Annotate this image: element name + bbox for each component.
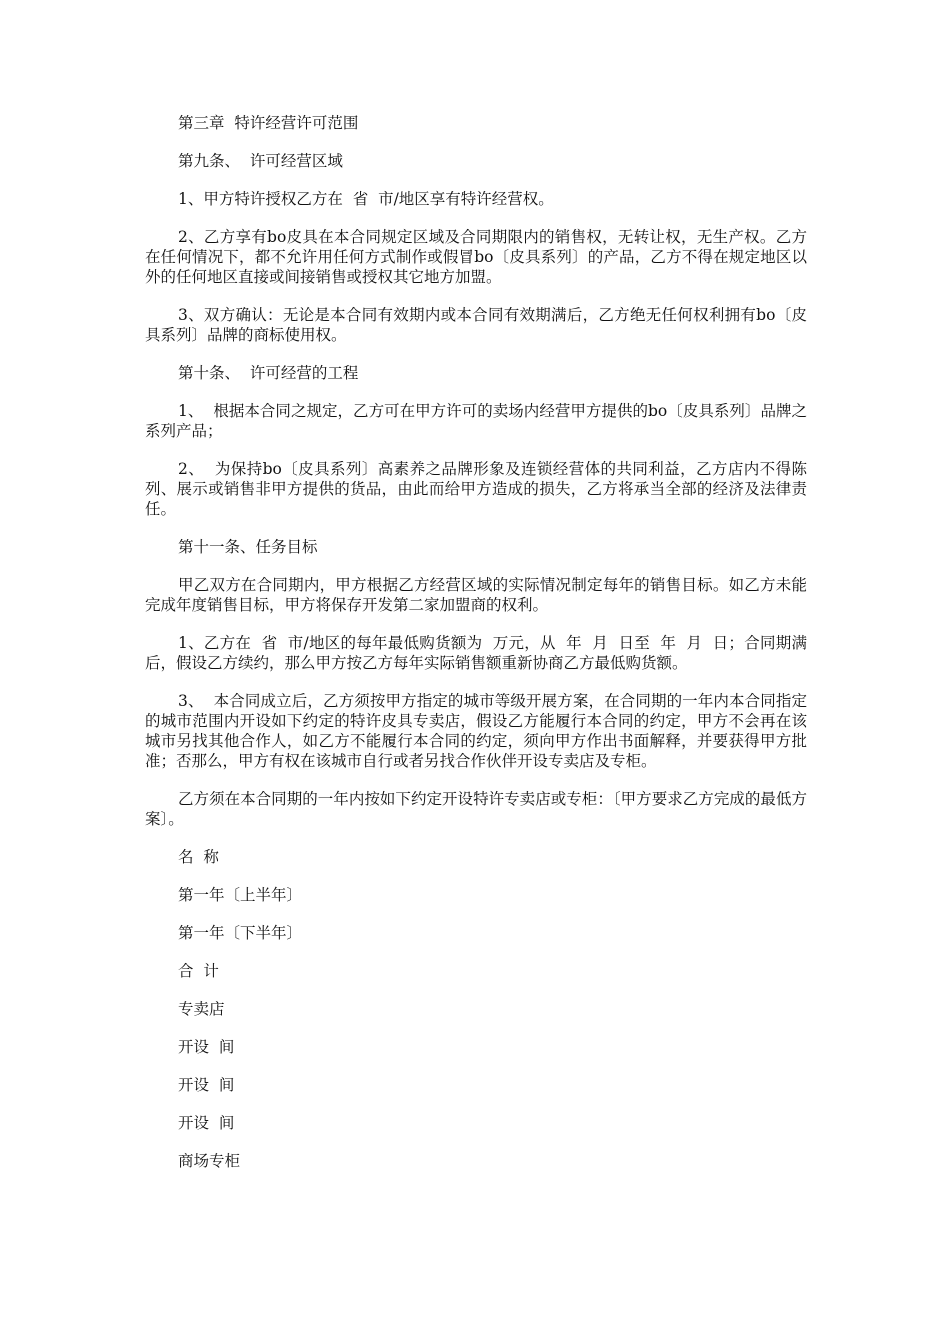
article-10-title: 第十条、 许可经营的工程	[178, 364, 359, 382]
table-item: 第一年〔下半年〕	[178, 924, 303, 942]
table-item: 开设 间	[178, 1114, 235, 1132]
article-9-title: 第九条、 许可经营区域	[178, 152, 343, 170]
article-9-paragraph-3: 3、双方确认：无论是本合同有效期内或本合同有效期满后，乙方绝无任何权利拥有bo〔皮具系列〕品牌的商标使用权。	[145, 306, 807, 344]
table-item: 专卖店	[178, 1000, 225, 1018]
document-body	[145, 113, 807, 1189]
article-11-paragraph-1: 1、乙方在 省 市/地区的每年最低购货额为 万元，从 年 月 日至 年 月 日；合同期满后，假设乙方续约，那么甲方按乙方每年实际销售额重新协商乙方最低购货额。	[145, 634, 807, 672]
article-11-intro: 甲乙双方在合同期内，甲方根据乙方经营区域的实际情况制定每年的销售目标。如乙方未能完成年度销售目标，甲方将保存开发第二家加盟商的权利。	[145, 576, 807, 614]
table-item: 开设 间	[178, 1076, 235, 1094]
article-11-title: 第十一条、任务目标	[178, 538, 318, 556]
table-item: 名 称	[178, 848, 219, 866]
table-item: 合 计	[178, 962, 219, 980]
article-9-paragraph-2: 2、乙方享有bo皮具在本合同规定区域及合同期限内的销售权，无转让权，无生产权。乙方在任何情况下，都不允许用任何方式制作或假冒bo〔皮具系列〕的产品，乙方不得在规定地区以外的任何地区直接或间接销售或授权其它地方加盟。	[145, 228, 807, 286]
article-10-paragraph-1: 1、 根据本合同之规定，乙方可在甲方许可的卖场内经营甲方提供的bo〔皮具系列〕品牌之系列产品；	[145, 402, 807, 440]
article-11-paragraph-4: 乙方须在本合同期的一年内按如下约定开设特许专卖店或专柜：〔甲方要求乙方完成的最低方案〕。	[145, 790, 807, 828]
chapter-title: 第三章 特许经营许可范围	[178, 114, 359, 132]
article-9-paragraph-1: 1、甲方特许授权乙方在 省 市/地区享有特许经营权。	[178, 190, 554, 208]
article-11-paragraph-3: 3、 本合同成立后，乙方须按甲方指定的城市等级开展方案，在合同期的一年内本合同指定的城市范围内开设如下约定的特许皮具专卖店，假设乙方能履行本合同的约定，甲方不会再在该城市另找其他合作人，如乙方不能履行本合同的约定，须向甲方作出书面解释，并要获得甲方批准；否那么，甲方有权在该城市自行或者另找合作伙伴开设专卖店及专柜。	[145, 692, 807, 770]
table-item: 开设 间	[178, 1038, 235, 1056]
table-item: 第一年〔上半年〕	[178, 886, 303, 904]
article-10-paragraph-2: 2、 为保持bo〔皮具系列〕高素养之品牌形象及连锁经营体的共同利益，乙方店内不得陈列、展示或销售非甲方提供的货品，由此而给甲方造成的损失，乙方将承当全部的经济及法律责任。	[145, 460, 807, 518]
table-item: 商场专柜	[178, 1152, 241, 1170]
